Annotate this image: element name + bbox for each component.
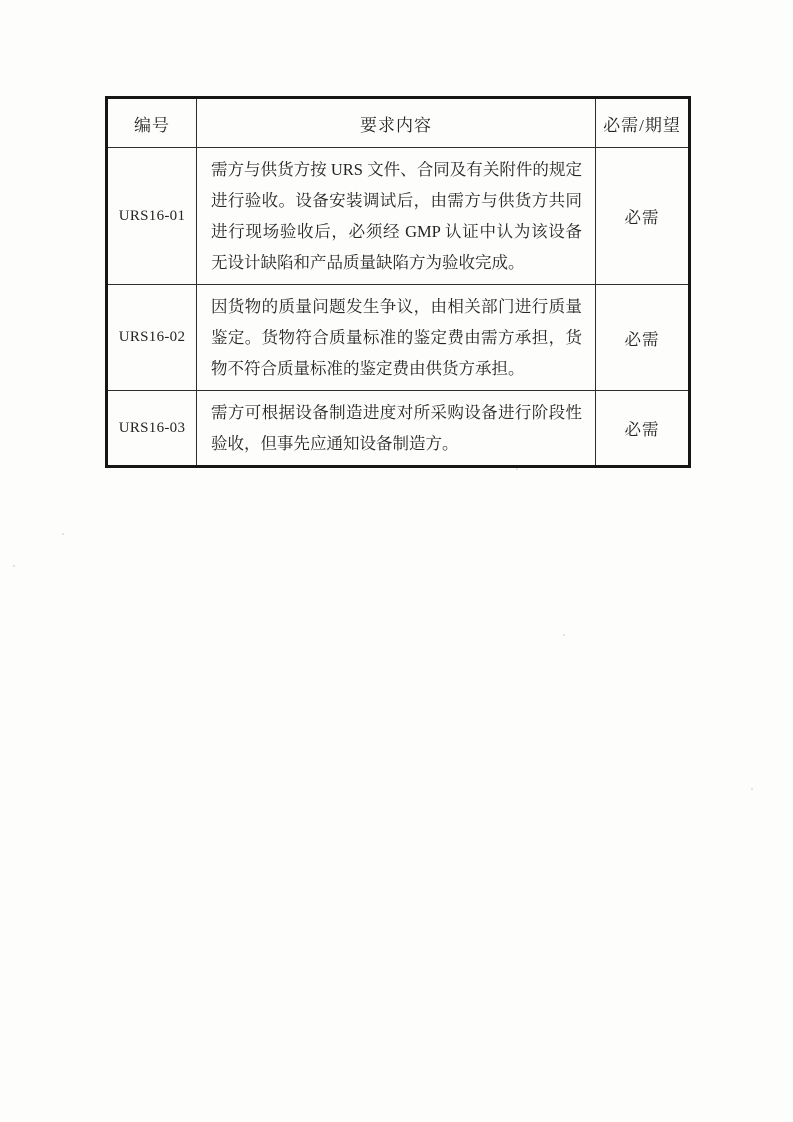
requirement-content: 需方与供货方按 URS 文件、合同及有关附件的规定进行验收。设备安装调试后，由需方与供货方共同进行现场验收后，必须经 GMP 认证中认为该设备无设计缺陷和产品质量缺陷方为验收完成。	[197, 148, 596, 285]
scan-noise-speck	[13, 565, 15, 567]
scan-noise-speck	[62, 533, 64, 535]
requirement-content: 需方可根据设备制造进度对所采购设备进行阶段性验收，但事先应通知设备制造方。	[197, 391, 596, 467]
requirement-id: URS16-03	[107, 391, 197, 467]
table-row	[107, 285, 690, 391]
scan-noise-speck	[751, 788, 753, 790]
column-header-priority: 必需/期望	[596, 98, 690, 148]
requirement-content: 因货物的质量问题发生争议，由相关部门进行质量鉴定。货物符合质量标准的鉴定费由需方承担，货物不符合质量标准的鉴定费由供货方承担。	[197, 285, 596, 391]
column-header-content: 要求内容	[197, 98, 596, 148]
requirement-id: URS16-02	[107, 285, 197, 391]
requirement-id: URS16-01	[107, 148, 197, 285]
scan-noise-speck	[563, 634, 565, 636]
requirement-priority: 必需	[596, 148, 690, 285]
requirement-priority: 必需	[596, 391, 690, 467]
table-row	[107, 391, 690, 467]
requirement-priority: 必需	[596, 285, 690, 391]
table-row	[107, 148, 690, 285]
scan-noise-speck	[516, 468, 518, 470]
column-header-id: 编号	[107, 98, 197, 148]
table-header-row	[107, 98, 690, 148]
urs-requirements-table	[105, 96, 691, 468]
